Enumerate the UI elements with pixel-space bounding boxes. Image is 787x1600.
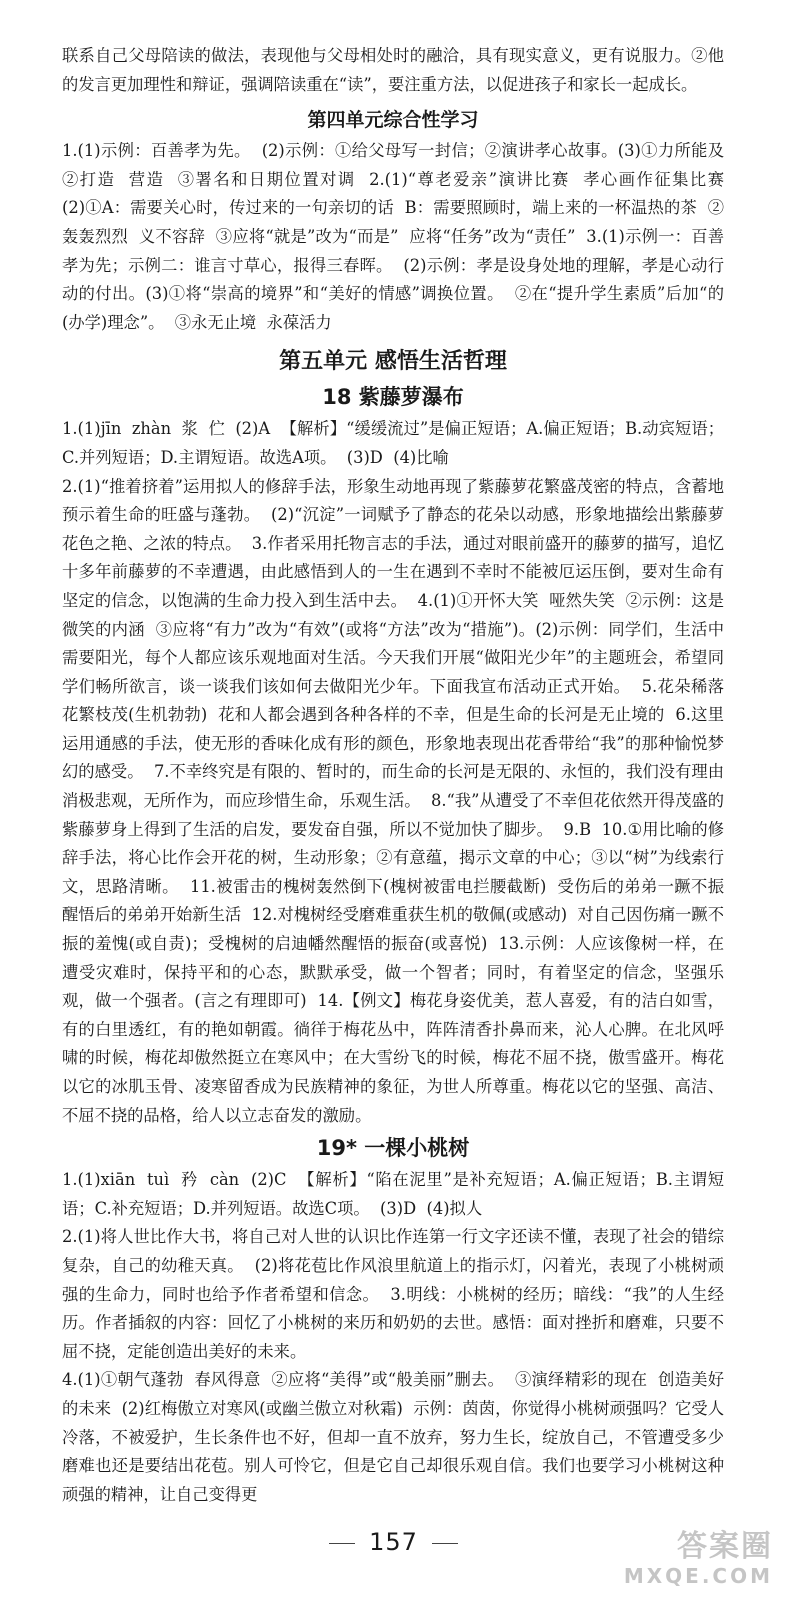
page-content: [62, 42, 735, 1509]
dash-right: [432, 1543, 458, 1544]
unit4-heading: 第四单元综合性学习: [307, 109, 479, 132]
unit4-answers: 1.(1)示例：百善孝为先。 (2)示例：①给父母写一封信；②演讲孝心故事。(3)①力所能及 ②打造 营造 ③署名和日期位置对调 2.(1)“尊老爱亲”演讲比赛 孝心画作征集比赛 (2)①A：需要关心时，传过来的一句亲切的话 B：需要照顾时，端上来的一杯温热的茶 ②轰轰烈烈 义不容辞 ③应将“就是”改为“而是” 应将“任务”改为“责任” 3.(1)示例一：百善孝为先；示例二：谁言寸草心，报得三春晖。 (2)示例：孝是设身处地的理解，孝是心动行动的付出。(3)①将“崇高的境界”和“美好的情感”调换位置。 ②在“提升学生素质”后加“的(办学)理念”。 ③永无止境 永葆活力: [62, 141, 735, 332]
intro-paragraph: 联系自己父母陪读的做法，表现他与父母相处时的融洽，具有现实意义，更有说服力。②他的发言更加理性和辩证，强调陪读重在“读”，要注重方法，以促进孩子和家长一起成长。: [62, 46, 724, 94]
lesson18-answers: 1.(1)jīn zhàn 浆 伫 (2)A 【解析】“缓缓流过”是偏正短语；A.偏正短语；B.动宾短语；C.并列短语；D.主谓短语。故选A项。 (3)D (4)比喻 2.(1)“推着挤着”运用拟人的修辞手法，形象生动地再现了紫藤萝花繁盛茂密的特点，含蓄地预示着生命的旺盛与蓬勃。 (2)“沉淀”一词赋予了静态的花朵以动感，形象地描绘出紫藤萝花色之艳、之浓的特点。 3.作者采用托物言志的手法，通过对眼前盛开的藤萝的描写，追忆十多年前藤萝的不幸遭遇，由此感悟到人的一生在遇到不幸时不能被厄运压倒，要对生命有坚定的信念，以饱满的生命力投入到生活中去。 4.(1)①开怀大笑 哑然失笑 ②示例：这是微笑的内涵 ③应将“有力”改为“有效”(或将“方法”改为“措施”)。(2)示例：同学们，生活中需要阳光，每个人都应该乐观地面对生活。今天我们开展“做阳光少年”的主题班会，希望同学们畅所欲言，谈一谈我们该如何去做阳光少年。下面我宣布活动正式开始。 5.花朵稀落 花繁枝茂(生机勃勃) 花和人都会遇到各种各样的不幸，但是生命的长河是无止境的 6.这里运用通感的手法，使无形的香味化成有形的颜色，形象地表现出花香带给“我”的那种愉悦梦幻的感受。 7.不幸终究是有限的、暂时的，而生命的长河是无限的、永恒的，我们没有理由消极悲观，无所作为，而应珍惜生命，乐观生活。 8.“我”从遭受了不幸但花依然开得茂盛的紫藤萝身上得到了生活的启发，要发奋自强，所以不觉加快了脚步。 9.B 10.①用比喻的修辞手法，将心比作会开花的树，生动形象；②有意蕴，揭示文章的中心；③以“树”为线索行文，思路清晰。 11.被雷击的槐树轰然倒下(槐树被雷电拦腰截断) 受伤后的弟弟一蹶不振 醒悟后的弟弟开始新生活 12.对槐树经受磨难重获生机的敬佩(或感动) 对自己因伤痛一蹶不振的羞愧(或自责)；受槐树的启迪幡然醒悟的振奋(或喜悦) 13.示例：人应该像树一样，在遭受灾难时，保持平和的心态，默默承受，做一个智者；同时，有着坚定的信念，坚强乐观，做一个强者。(言之有理即可) 14.【例文】梅花身姿优美，惹人喜爱，有的洁白如雪，有的白里透红，有的艳如朝霞。徜徉于梅花丛中，阵阵清香扑鼻而来，沁人心脾。在北风呼啸的时候，梅花却傲然挺立在寒风中；在大雪纷飞的时候，梅花不屈不挠，傲雪盛开。梅花以它的冰肌玉骨、凌寒留香成为民族精神的象征，为世人所尊重。梅花以它的坚强、高洁、不屈不挠的品格，给人以立志奋发的激励。: [62, 419, 724, 1125]
watermark-top-text: 答案圈: [677, 1529, 773, 1564]
lesson19-answers: 1.(1)xiān tuì 矜 càn (2)C 【解析】“陷在泥里”是补充短语；A.偏正短语；B.主谓短语；C.补充短语；D.并列短语。故选C项。 (3)D (4)拟人 2.(1)将人世比作大书，将自己对人世的认识比作连第一行文字还读不懂，表现了社会的错综复杂，自己的幼稚天真。 (2)将花苞比作风浪里航道上的指示灯，闪着光，表现了小桃树顽强的生命力，同时也给予作者希望和信念。 3.明线：小桃树的经历；暗线：“我”的人生经历。作者插叙的内容：回忆了小桃树的来历和奶奶的去世。感悟：面对挫折和磨难，只要不屈不挠，定能创造出美好的未来。 4.(1)①朝气蓬勃 春风得意 ②应将“美得”或“般美丽”删去。 ③演绎精彩的现在 创造美好的未来 (2)红梅傲立对寒风(或幽兰傲立对秋霜) 示例：茵茵，你觉得小桃树顽强吗？它受人冷落，不被爱护，生长条件也不好，但却一直不放弃，努力生长，绽放自己，不管遭受多少磨难也还是要结出花苞。别人可怜它，但是它自己却很乐观自信。我们也要学习小桃树这种顽强的精神，让自己变得更: [62, 1170, 724, 1504]
page-number-text: 157: [369, 1528, 418, 1556]
lesson18-heading: 18 紫藤萝瀑布: [322, 385, 464, 410]
unit5-heading: 第五单元 感悟生活哲理: [279, 349, 507, 375]
dash-left: [329, 1543, 355, 1544]
watermark-logo: [605, 1530, 773, 1594]
watermark-bottom-text: MXQE.COM: [623, 1564, 773, 1588]
lesson19-heading: 19* 一棵小桃树: [316, 1136, 470, 1161]
